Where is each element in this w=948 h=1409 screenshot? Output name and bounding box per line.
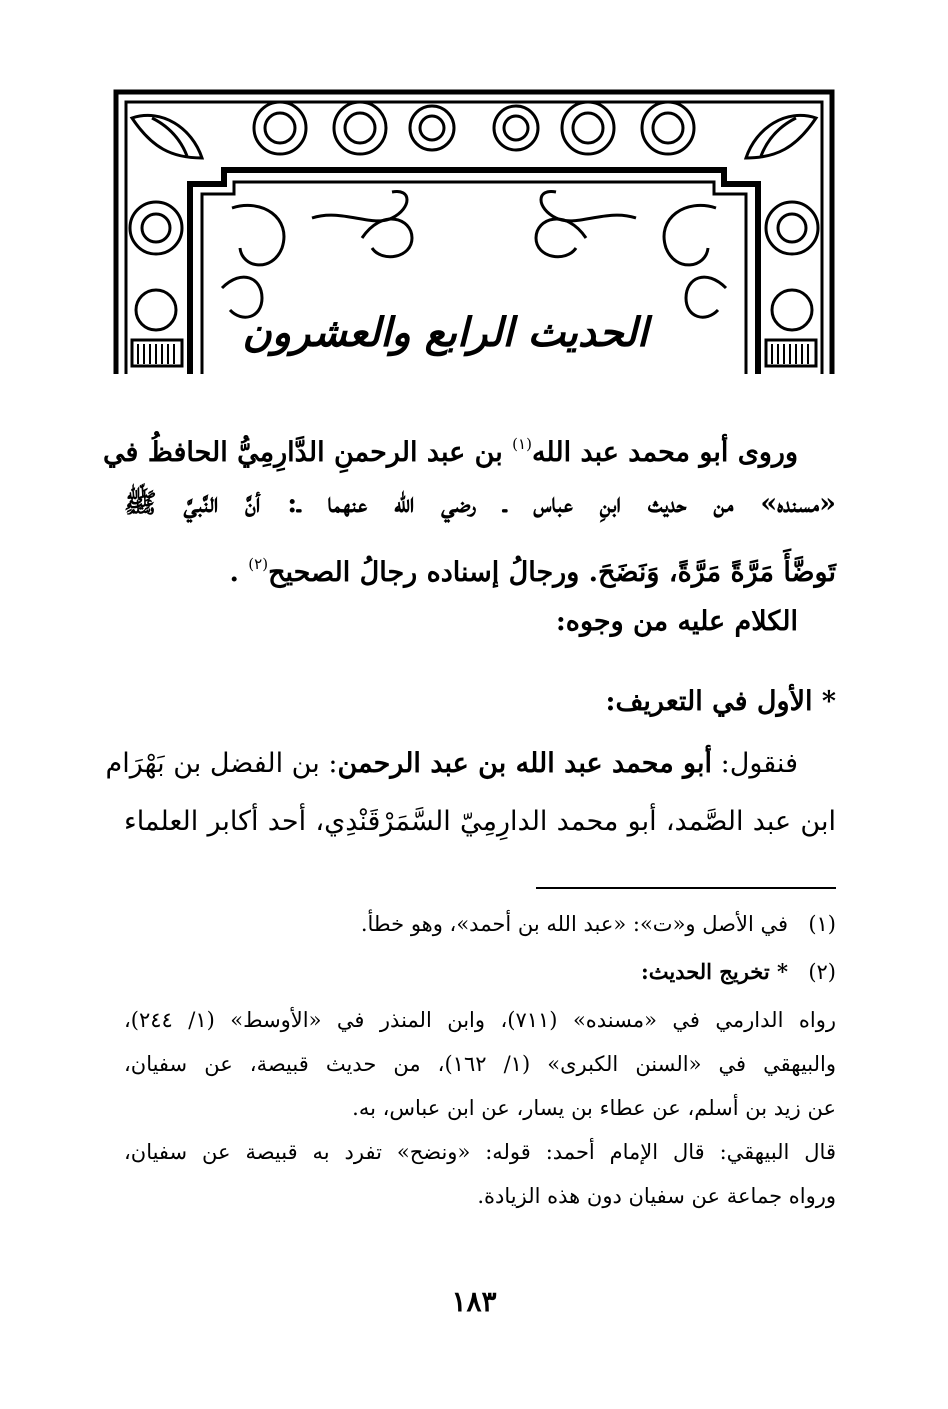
footnote-body-1 xyxy=(124,998,836,1042)
footnote-ref-1[interactable]: (١) xyxy=(512,435,532,453)
page-number: ١٨٣ xyxy=(451,1285,497,1318)
footnote-body-5 xyxy=(124,1174,836,1218)
footnote-2 xyxy=(124,950,836,994)
footnote-text: في الأصل و«ت»: «عبد الله بن أحمد»، وهو خطأ. xyxy=(360,912,788,936)
body-line-4: الكلام عليه من وجوه: xyxy=(555,606,798,637)
footnote-text: قال البيهقي: قال الإمام أحمد: قوله: «ونضح» تفرد به قبيصة عن سفيان، xyxy=(124,1140,836,1164)
body-text: وروى أبو محمد عبد الله xyxy=(531,437,798,468)
chapter-title: الحديث الرابع والعشرون xyxy=(242,309,648,356)
footnote-text: عن زيد بن أسلم، عن عطاء بن يسار، عن ابن عباس، به. xyxy=(352,1096,836,1120)
body-text: بن عبد الرحمنِ الدَّارِمِيُّ الحافظُ في xyxy=(103,437,513,468)
body-line-7: ابن عبد الصَّمد، أبو محمد الدارِمِيّ السَّمَرْقَنْدِي، أحد أكابر العلماء xyxy=(124,806,836,837)
body-line-3 xyxy=(124,538,836,590)
section-heading: * الأول في التعريف: xyxy=(605,686,836,717)
footnote-text: رواه الدارمي في «مسنده» (٧١١)، وابن المنذر في «الأوسط» (١/ ٢٤٤)، xyxy=(124,1008,836,1032)
footnote-1 xyxy=(124,902,836,946)
body-text-bold: أبو محمد عبد الله بن عبد الرحمن xyxy=(337,748,713,779)
footnote-heading: * تخريج الحديث: xyxy=(640,959,788,984)
body-line-6 xyxy=(105,738,836,790)
footnote-body-3 xyxy=(124,1086,836,1130)
body-text: فنقول: xyxy=(712,748,798,779)
body-text: تَوضَّأَ مَرَّةً مَرَّةً، وَنَضَحَ. ورجالُ إسناده رجالُ الصحيح xyxy=(268,557,836,588)
body-line-1 xyxy=(103,418,836,470)
footnote-divider xyxy=(536,887,836,889)
footnote-body-2 xyxy=(124,1042,836,1086)
body-line-2: «مسنده» من حديث ابنِ عباس ـ رضي الله عنهما ـ: أنَّ النَّبيَّ ﷺ xyxy=(124,488,836,519)
body-text: : بن الفضل بن بَهْرَام xyxy=(105,748,338,779)
footnote-body-4 xyxy=(124,1130,836,1174)
footnote-number: (٢) xyxy=(808,960,836,984)
footnote-number: (١) xyxy=(808,912,836,936)
footnote-ref-2[interactable]: (٢) xyxy=(248,555,269,573)
body-text: . xyxy=(229,557,249,588)
footnote-text: والبيهقي في «السنن الكبرى» (١/ ١٦٢)، من حديث قبيصة، عن سفيان، xyxy=(124,1052,837,1076)
footnote-text: ورواه جماعة عن سفيان دون هذه الزيادة. xyxy=(477,1184,836,1208)
